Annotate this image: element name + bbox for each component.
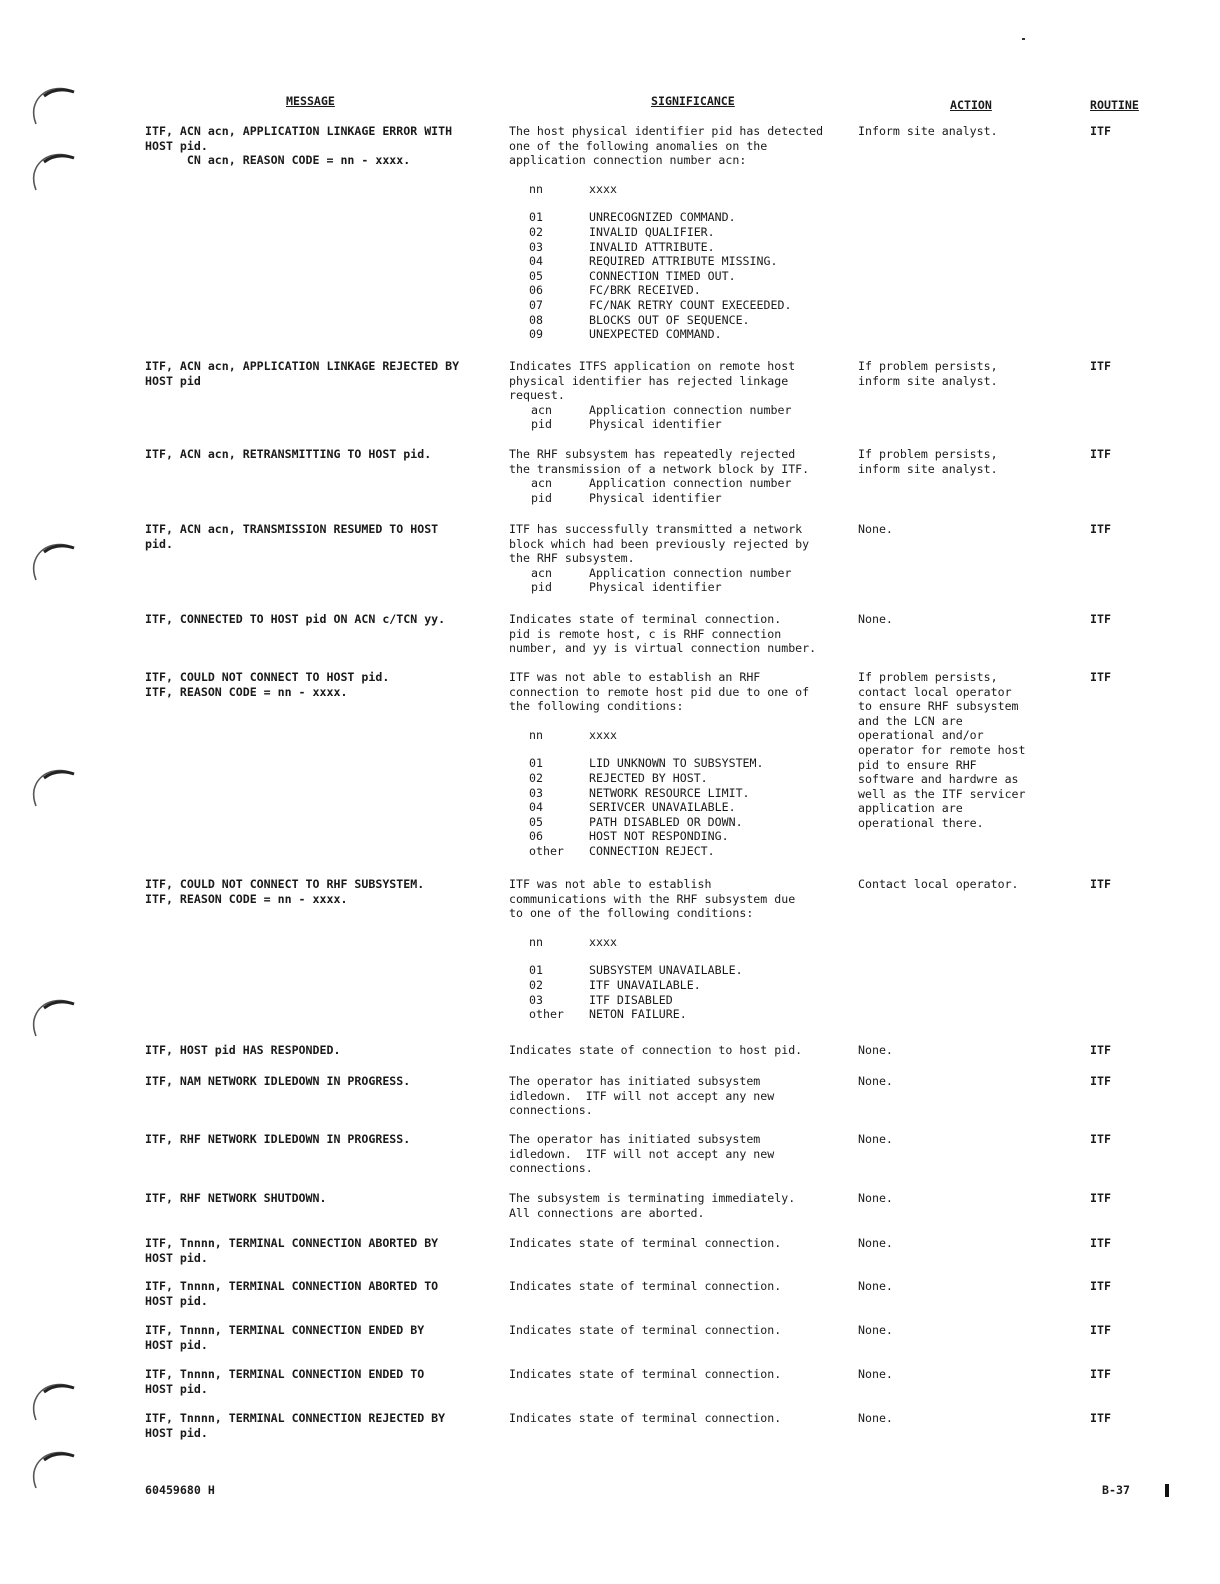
- document-number: 60459680 H: [145, 1483, 215, 1497]
- reason-text: ITF DISABLED: [589, 992, 673, 1007]
- message-line: ITF, REASON CODE = nn - xxxx.: [145, 684, 348, 699]
- significance-line: physical identifier has rejected linkage: [509, 373, 789, 388]
- definition-term: pid: [531, 580, 552, 595]
- definition-list: [509, 476, 854, 505]
- reason-text: LID UNKNOWN TO SUBSYSTEM.: [589, 756, 764, 771]
- significance-cell: [509, 877, 854, 1022]
- significance-line: pid is remote host, c is RHF connection: [509, 626, 782, 641]
- definition-text: Application connection number: [589, 565, 792, 580]
- action-line: well as the ITF servicer: [858, 786, 1026, 801]
- action-line: Inform site analyst.: [858, 124, 998, 138]
- significance-line: block which had been previously rejected by: [509, 536, 810, 551]
- significance-cell: [509, 1323, 854, 1338]
- reason-code: 06: [529, 829, 543, 844]
- significance-line: Indicates state of terminal connection.: [509, 612, 782, 626]
- definition-list: [509, 403, 854, 432]
- reason-column-header: xxxx: [589, 181, 617, 196]
- significance-cell: [509, 1074, 854, 1118]
- action-line: and the LCN are: [858, 713, 963, 728]
- reason-code: 02: [529, 224, 543, 239]
- message-line: ITF, Tnnnn, TERMINAL CONNECTION REJECTED BY: [145, 1411, 446, 1425]
- significance-line: connection to remote host pid due to one of: [509, 684, 810, 699]
- action-cell: [858, 124, 1073, 139]
- definition-list: [509, 566, 854, 595]
- significance-line: the transmission of a network block by ITF.: [509, 461, 810, 476]
- significance-line: The operator has initiated subsystem: [509, 1132, 761, 1146]
- punch-hole-mark: [30, 768, 76, 808]
- routine-cell: ITF: [1090, 1043, 1111, 1057]
- significance-line: the RHF subsystem.: [509, 551, 635, 566]
- routine-cell: ITF: [1090, 1367, 1111, 1381]
- code-table-row: [529, 756, 854, 771]
- significance-line: the following conditions:: [509, 699, 684, 714]
- routine-cell: ITF: [1090, 612, 1111, 626]
- message-cell: [145, 522, 495, 551]
- reason-text: HOST NOT RESPONDING.: [589, 829, 729, 844]
- reason-code: 06: [529, 283, 543, 298]
- routine-cell: ITF: [1090, 1074, 1111, 1088]
- definition-text: Physical identifier: [589, 490, 722, 505]
- action-cell: [858, 612, 1073, 627]
- action-line: None.: [858, 1132, 893, 1146]
- message-cell: [145, 447, 495, 462]
- message-line: ITF, CONNECTED TO HOST pid ON ACN c/TCN yy.: [145, 612, 446, 626]
- significance-line: connections.: [509, 1161, 593, 1176]
- routine-cell: ITF: [1090, 1236, 1111, 1250]
- code-column-header: nn: [529, 181, 543, 196]
- reason-code: 01: [529, 756, 543, 771]
- message-line: ITF, Tnnnn, TERMINAL CONNECTION ABORTED BY: [145, 1236, 439, 1250]
- code-table-header: [529, 182, 854, 197]
- significance-cell: [509, 1367, 854, 1382]
- message-line: pid.: [145, 536, 173, 551]
- significance-cell: [509, 670, 854, 859]
- reason-code: 03: [529, 239, 543, 254]
- code-column-header: nn: [529, 727, 543, 742]
- significance-line: idledown. ITF will not accept any new: [509, 1088, 775, 1103]
- reason-code: 02: [529, 977, 543, 992]
- definition-term: acn: [531, 476, 552, 491]
- definition-text: Application connection number: [589, 476, 792, 491]
- definition-item: [509, 476, 854, 491]
- reason-code: 03: [529, 992, 543, 1007]
- routine-cell: ITF: [1090, 1411, 1111, 1425]
- significance-line: application connection number acn:: [509, 153, 747, 168]
- action-cell: [858, 447, 1073, 476]
- reason-text: REQUIRED ATTRIBUTE MISSING.: [589, 254, 778, 269]
- code-table-row: [529, 283, 854, 298]
- code-table-row: [529, 786, 854, 801]
- code-table-row: [529, 844, 854, 859]
- action-cell: [858, 1074, 1073, 1089]
- significance-line: connections.: [509, 1103, 593, 1118]
- significance-line: ITF was not able to establish an RHF: [509, 670, 761, 684]
- significance-line: Indicates state of connection to host pid.: [509, 1043, 803, 1057]
- code-table-row: [529, 800, 854, 815]
- routine-cell: ITF: [1090, 447, 1111, 461]
- message-line: ITF, Tnnnn, TERMINAL CONNECTION ENDED TO: [145, 1367, 425, 1381]
- significance-cell: [509, 1043, 854, 1058]
- code-table-row: [529, 240, 854, 255]
- action-line: contact local operator: [858, 684, 1012, 699]
- action-line: application are: [858, 801, 963, 816]
- punch-hole-mark: [30, 152, 76, 192]
- reason-code: 01: [529, 210, 543, 225]
- reason-code: 08: [529, 312, 543, 327]
- significance-line: Indicates ITFS application on remote host: [509, 359, 796, 373]
- message-line: ITF, Tnnnn, TERMINAL CONNECTION ABORTED TO: [145, 1279, 439, 1293]
- significance-cell: [509, 612, 854, 656]
- action-line: If problem persists,: [858, 447, 998, 461]
- code-table-row: [529, 327, 854, 342]
- reason-text: SERIVCER UNAVAILABLE.: [589, 800, 736, 815]
- action-line: None.: [858, 1043, 893, 1057]
- code-table: [509, 728, 854, 859]
- action-cell: [858, 1043, 1073, 1058]
- message-line: ITF, HOST pid HAS RESPONDED.: [145, 1043, 341, 1057]
- message-line: ITF, ACN acn, APPLICATION LINKAGE REJECTED BY: [145, 359, 460, 373]
- significance-line: Indicates state of terminal connection.: [509, 1323, 782, 1337]
- message-line: HOST pid.: [145, 1293, 208, 1308]
- definition-item: [509, 403, 854, 418]
- code-table-row: [529, 225, 854, 240]
- action-line: None.: [858, 1191, 893, 1205]
- reason-code: 04: [529, 800, 543, 815]
- action-line: operator for remote host: [858, 742, 1026, 757]
- reason-column-header: xxxx: [589, 934, 617, 949]
- significance-line: Indicates state of terminal connection.: [509, 1279, 782, 1293]
- significance-cell: [509, 1191, 854, 1220]
- action-line: pid to ensure RHF: [858, 757, 977, 772]
- punch-hole-mark: [30, 1450, 76, 1490]
- significance-line: The RHF subsystem has repeatedly rejected: [509, 447, 796, 461]
- action-line: operational there.: [858, 815, 984, 830]
- action-line: None.: [858, 1074, 893, 1088]
- message-line: HOST pid.: [145, 1381, 208, 1396]
- action-line: software and hardwre as: [858, 772, 1019, 787]
- reason-code: 05: [529, 814, 543, 829]
- action-cell: [858, 1132, 1073, 1147]
- message-line: ITF, RHF NETWORK SHUTDOWN.: [145, 1191, 327, 1205]
- message-line: CN acn, REASON CODE = nn - xxxx.: [145, 153, 411, 168]
- code-table-row: [529, 993, 854, 1008]
- message-line: ITF, NAM NETWORK IDLEDOWN IN PROGRESS.: [145, 1074, 411, 1088]
- message-line: ITF, REASON CODE = nn - xxxx.: [145, 891, 348, 906]
- action-cell: [858, 1191, 1073, 1206]
- message-line: ITF, ACN acn, RETRANSMITTING TO HOST pid.: [145, 447, 432, 461]
- action-line: None.: [858, 1279, 893, 1293]
- reason-code: 05: [529, 268, 543, 283]
- routine-cell: ITF: [1090, 522, 1111, 536]
- significance-line: The operator has initiated subsystem: [509, 1074, 761, 1088]
- significance-cell: [509, 447, 854, 505]
- action-line: None.: [858, 1411, 893, 1425]
- header-action: ACTION: [950, 98, 992, 112]
- punch-hole-mark: [30, 86, 76, 126]
- definition-term: pid: [531, 490, 552, 505]
- reason-text: UNRECOGNIZED COMMAND.: [589, 210, 736, 225]
- action-line: to ensure RHF subsystem: [858, 699, 1019, 714]
- punch-hole-mark: [30, 1382, 76, 1422]
- code-table-row: [529, 771, 854, 786]
- message-cell: [145, 612, 495, 627]
- definition-text: Application connection number: [589, 402, 792, 417]
- message-cell: [145, 1367, 495, 1396]
- message-cell: [145, 877, 495, 906]
- significance-line: number, and yy is virtual connection number.: [509, 641, 817, 656]
- significance-line: Indicates state of terminal connection.: [509, 1411, 782, 1425]
- significance-cell: [509, 124, 854, 342]
- action-cell: [858, 522, 1073, 537]
- reason-text: CONNECTION TIMED OUT.: [589, 268, 736, 283]
- reason-code: other: [529, 1007, 564, 1022]
- definition-item: [509, 417, 854, 432]
- message-line: ITF, RHF NETWORK IDLEDOWN IN PROGRESS.: [145, 1132, 411, 1146]
- action-line: None.: [858, 1367, 893, 1381]
- action-line: If problem persists,: [858, 670, 998, 684]
- reason-text: UNEXPECTED COMMAND.: [589, 327, 722, 342]
- header-routine: ROUTINE: [1090, 98, 1139, 112]
- reason-code: 09: [529, 327, 543, 342]
- punch-hole-mark: [30, 542, 76, 582]
- reason-text: CONNECTION REJECT.: [589, 843, 715, 858]
- action-line: inform site analyst.: [858, 373, 998, 388]
- significance-line: ITF was not able to establish: [509, 877, 712, 891]
- reason-code: 04: [529, 254, 543, 269]
- routine-cell: ITF: [1090, 1132, 1111, 1146]
- code-table-row: [529, 1007, 854, 1022]
- significance-cell: [509, 1411, 854, 1426]
- code-table-row: [529, 298, 854, 313]
- message-cell: [145, 1074, 495, 1089]
- significance-line: ITF has successfully transmitted a network: [509, 522, 803, 536]
- code-table-header: [529, 728, 854, 743]
- significance-cell: [509, 522, 854, 595]
- reason-text: FC/NAK RETRY COUNT EXECEEDED.: [589, 297, 792, 312]
- code-table: [509, 935, 854, 1022]
- action-line: None.: [858, 1323, 893, 1337]
- code-table-row: [529, 269, 854, 284]
- reason-code: 03: [529, 785, 543, 800]
- action-line: Contact local operator.: [858, 877, 1019, 891]
- header-message: MESSAGE: [286, 94, 335, 108]
- definition-term: acn: [531, 565, 552, 580]
- action-line: inform site analyst.: [858, 461, 998, 476]
- routine-cell: ITF: [1090, 1279, 1111, 1293]
- message-cell: [145, 359, 495, 388]
- code-table-row: [529, 210, 854, 225]
- action-cell: [858, 1279, 1073, 1294]
- reason-column-header: xxxx: [589, 727, 617, 742]
- routine-cell: ITF: [1090, 877, 1111, 891]
- significance-line: Indicates state of terminal connection.: [509, 1367, 782, 1381]
- reason-code: 07: [529, 297, 543, 312]
- reason-text: NETON FAILURE.: [589, 1007, 687, 1022]
- action-line: None.: [858, 1236, 893, 1250]
- message-cell: [145, 1411, 495, 1440]
- message-cell: [145, 1043, 495, 1058]
- message-line: HOST pid.: [145, 138, 208, 153]
- header-significance: SIGNIFICANCE: [651, 94, 735, 108]
- action-cell: [858, 1367, 1073, 1382]
- routine-cell: ITF: [1090, 1323, 1111, 1337]
- reason-text: REJECTED BY HOST.: [589, 770, 708, 785]
- action-cell: [858, 1411, 1073, 1426]
- reason-text: INVALID ATTRIBUTE.: [589, 239, 715, 254]
- routine-cell: ITF: [1090, 359, 1111, 373]
- action-line: None.: [858, 522, 893, 536]
- code-table-row: [529, 313, 854, 328]
- punch-hole-mark: [30, 998, 76, 1038]
- message-cell: [145, 1132, 495, 1147]
- message-line: HOST pid.: [145, 1250, 208, 1265]
- message-line: HOST pid: [145, 373, 201, 388]
- message-line: ITF, COULD NOT CONNECT TO HOST pid.: [145, 670, 390, 684]
- message-cell: [145, 670, 495, 699]
- routine-cell: ITF: [1090, 1191, 1111, 1205]
- code-table-row: [529, 254, 854, 269]
- definition-term: pid: [531, 417, 552, 432]
- reason-code: 02: [529, 770, 543, 785]
- significance-line: communications with the RHF subsystem due: [509, 891, 796, 906]
- message-cell: [145, 1279, 495, 1308]
- action-cell: [858, 877, 1073, 892]
- significance-line: The subsystem is terminating immediately.: [509, 1191, 796, 1205]
- code-table-row: [529, 963, 854, 978]
- reason-text: SUBSYSTEM UNAVAILABLE.: [589, 963, 743, 978]
- change-bar: [1165, 1484, 1169, 1497]
- routine-cell: ITF: [1090, 670, 1111, 684]
- definition-term: acn: [531, 402, 552, 417]
- definition-text: Physical identifier: [589, 417, 722, 432]
- significance-cell: [509, 359, 854, 432]
- message-cell: [145, 124, 495, 168]
- code-column-header: nn: [529, 934, 543, 949]
- reason-text: NETWORK RESOURCE LIMIT.: [589, 785, 750, 800]
- action-cell: [858, 1323, 1073, 1338]
- page-number: B-37: [1102, 1483, 1130, 1497]
- definition-item: [509, 580, 854, 595]
- significance-line: The host physical identifier pid has detected: [509, 124, 824, 138]
- code-table-header: [529, 935, 854, 950]
- action-cell: [858, 359, 1073, 388]
- action-line: None.: [858, 612, 893, 626]
- reason-text: ITF UNAVAILABLE.: [589, 977, 701, 992]
- significance-cell: [509, 1236, 854, 1251]
- code-table-row: [529, 978, 854, 993]
- message-line: HOST pid.: [145, 1337, 208, 1352]
- routine-cell: ITF: [1090, 124, 1111, 138]
- significance-line: one of the following anomalies on the: [509, 138, 768, 153]
- code-table-row: [529, 815, 854, 830]
- definition-item: [509, 566, 854, 581]
- action-line: operational and/or: [858, 728, 984, 743]
- reason-text: PATH DISABLED OR DOWN.: [589, 814, 743, 829]
- message-cell: [145, 1323, 495, 1352]
- reason-code: 01: [529, 963, 543, 978]
- definition-item: [509, 491, 854, 506]
- message-line: ITF, ACN acn, APPLICATION LINKAGE ERROR WITH: [145, 124, 453, 138]
- significance-line: to one of the following conditions:: [509, 906, 754, 921]
- reason-text: BLOCKS OUT OF SEQUENCE.: [589, 312, 750, 327]
- message-line: HOST pid.: [145, 1425, 208, 1440]
- message-cell: [145, 1191, 495, 1206]
- definition-text: Physical identifier: [589, 580, 722, 595]
- significance-line: Indicates state of terminal connection.: [509, 1236, 782, 1250]
- action-cell: [858, 1236, 1073, 1251]
- significance-cell: [509, 1132, 854, 1176]
- action-line: If problem persists,: [858, 359, 998, 373]
- reason-text: INVALID QUALIFIER.: [589, 224, 715, 239]
- scan-speck: [1022, 38, 1025, 40]
- message-cell: [145, 1236, 495, 1265]
- significance-line: All connections are aborted.: [509, 1205, 705, 1220]
- code-table: [509, 182, 854, 342]
- message-line: ITF, ACN acn, TRANSMISSION RESUMED TO HOST: [145, 522, 439, 536]
- message-line: ITF, Tnnnn, TERMINAL CONNECTION ENDED BY: [145, 1323, 425, 1337]
- reason-text: FC/BRK RECEIVED.: [589, 283, 701, 298]
- significance-line: request.: [509, 388, 565, 403]
- reason-code: other: [529, 843, 564, 858]
- message-line: ITF, COULD NOT CONNECT TO RHF SUBSYSTEM.: [145, 877, 425, 891]
- code-table-row: [529, 829, 854, 844]
- significance-cell: [509, 1279, 854, 1294]
- significance-line: idledown. ITF will not accept any new: [509, 1146, 775, 1161]
- action-cell: [858, 670, 1073, 831]
